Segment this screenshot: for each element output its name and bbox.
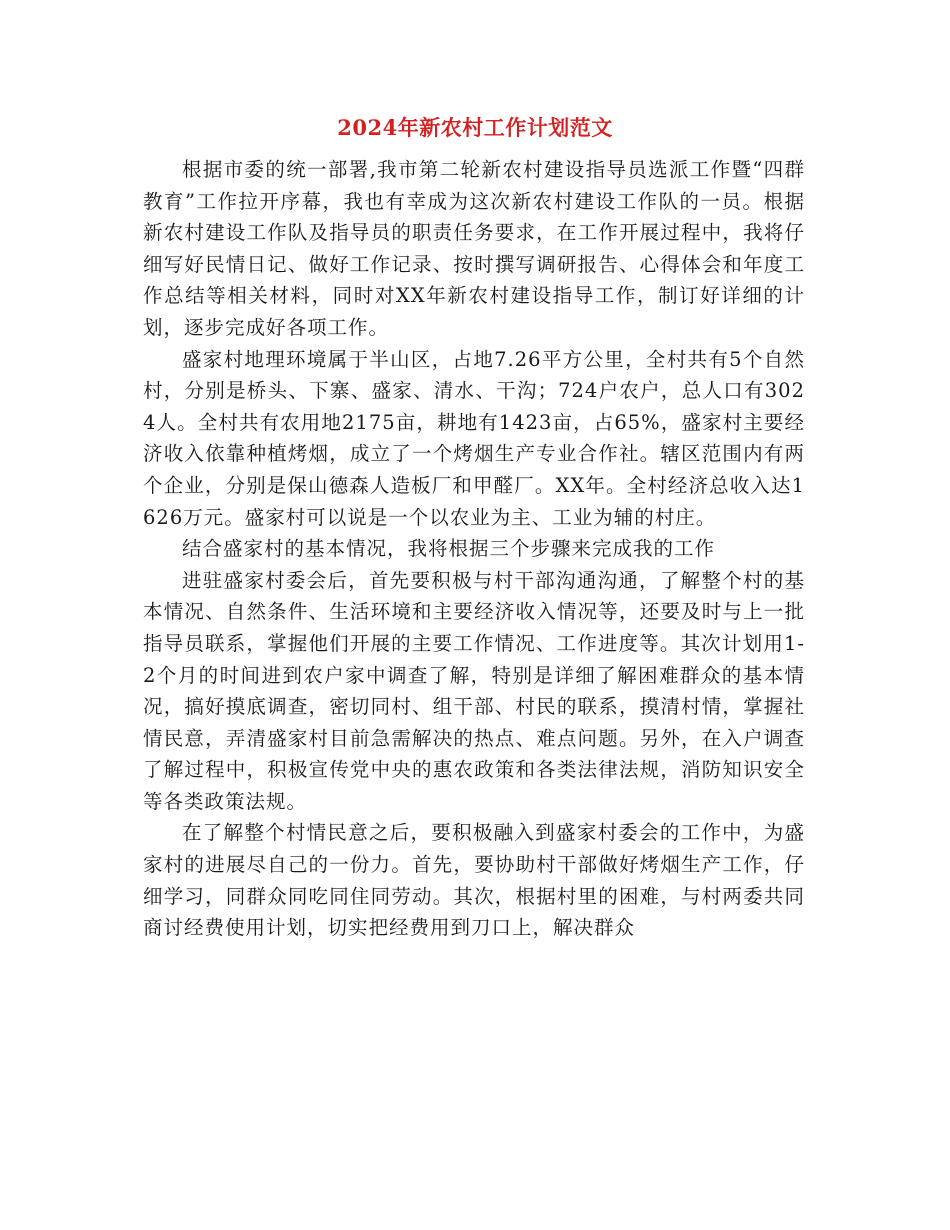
paragraph: 在了解整个村情民意之后，要积极融入到盛家村委会的工作中，为盛家村的进展尽自己的一份力。首先，要协助村干部做好烤烟生产工作，仔细学习，同群众同吃同住同劳动。其次，根据村里的困难，与村两委共同商讨经费使用计划，切实把经费用到刀口上，解决群众 bbox=[143, 821, 805, 940]
document-body bbox=[143, 154, 805, 944]
paragraph: 结合盛家村的基本情况，我将根据三个步骤来完成我的工作 bbox=[182, 537, 716, 561]
paragraph: 根据市委的统一部署,我市第二轮新农村建设指导员选派工作暨“四群教育”工作拉开序幕，我也有幸成为这次新农村建设工作队的一员。根据新农村建设工作队及指导员的职责任务要求，在工作开展过程中，我将仔细写好民情日记、做好工作记录、按时撰写调研报告、心得体会和年度工作总结等相关材料，同时对XX年新农村建设指导工作，制订好详细的计划，逐步完成好各项工作。 bbox=[143, 158, 805, 339]
paragraph: 盛家村地理环境属于半山区，占地7.26平方公里，全村共有5个自然村，分别是桥头、下寨、盛家、清水、干沟；724户农户，总人口有3024人。全村共有农用地2175亩，耕地有1423亩，占65%，盛家村主要经济收入依靠种植烤烟，成立了一个烤烟生产专业合作社。辖区范围内有两个企业，分别是保山德森人造板厂和甲醛厂。XX年。全村经济总收入达1626万元。盛家村可以说是一个以农业为主、工业为辅的村庄。 bbox=[143, 347, 805, 529]
document-title: 2024年新农村工作计划范文 bbox=[337, 115, 613, 140]
paragraph: 进驻盛家村委会后，首先要积极与村干部沟通沟通，了解整个村的基本情况、自然条件、生活环境和主要经济收入情况等，还要及时与上一批指导员联系，掌握他们开展的主要工作情况、工作进度等。其次计划用1-2个月的时间进到农户家中调查了解，特别是详细了解困难群众的基本情况，搞好摸底调查，密切同村、组干部、村民的联系，摸清村情，掌握社情民意，弄清盛家村目前急需解决的热点、难点问题。另外，在入户调查了解过程中，积极宣传党中央的惠农政策和各类法律法规，消防知识安全等各类政策法规。 bbox=[143, 568, 805, 813]
